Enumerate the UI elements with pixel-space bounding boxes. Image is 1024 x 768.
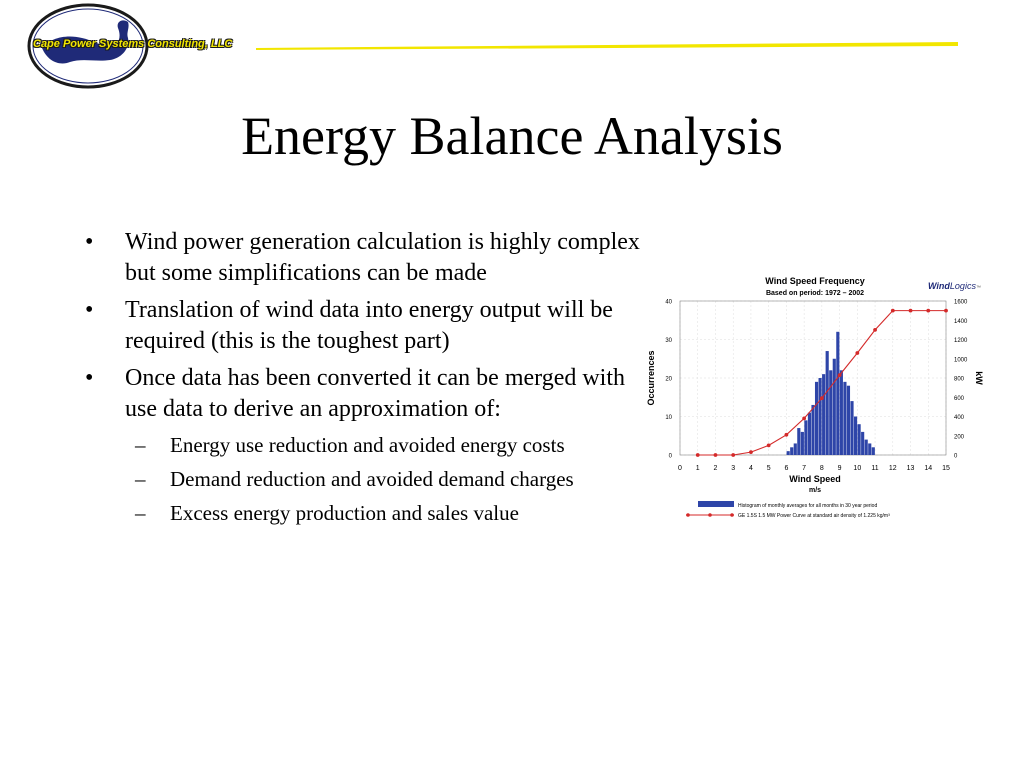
histogram-bar <box>811 405 814 455</box>
histogram-bar <box>868 443 871 455</box>
legend-curve-point <box>708 513 712 517</box>
x-tick-label: 8 <box>819 465 824 472</box>
histogram-bar <box>861 432 864 455</box>
histogram-bar <box>787 451 790 455</box>
wind-speed-chart <box>640 270 1000 530</box>
bullet-text: Once data has been converted it can be merged with use data to derive an approximation of: <box>125 365 626 422</box>
sub-bullet-text: Energy use reduction and avoided energy costs <box>170 433 565 457</box>
x-tick-label: 6 <box>784 465 789 472</box>
power-curve-point <box>714 453 718 457</box>
histogram-bar <box>850 401 853 455</box>
power-curve-point <box>749 450 753 454</box>
histogram-bar <box>797 428 800 455</box>
bullet-text: Translation of wind data into energy output will be required (this is the toughest part) <box>125 297 613 354</box>
y2-tick-label: 0 <box>954 453 958 460</box>
histogram-bar <box>815 382 818 455</box>
x-tick-label: 2 <box>713 465 718 472</box>
power-curve-point <box>802 417 806 421</box>
histogram-bar <box>819 378 822 455</box>
histogram-bar <box>840 370 843 455</box>
bullet-mark: • <box>85 365 94 391</box>
histogram-bar <box>865 440 868 455</box>
power-curve-point <box>731 453 735 457</box>
power-curve-point <box>891 309 895 313</box>
histogram-bar <box>833 359 836 455</box>
histogram-bar <box>822 374 825 455</box>
chart-brand-mark: ™ <box>975 285 981 291</box>
legend-curve-point <box>730 513 734 517</box>
y-tick-label: 0 <box>668 453 672 460</box>
chart-title: Wind Speed Frequency <box>765 276 865 286</box>
histogram-bar <box>794 443 797 455</box>
histogram-bar <box>847 386 850 455</box>
x-tick-label: 11 <box>871 465 879 472</box>
bullet-item <box>85 363 645 527</box>
bullet-item <box>85 295 645 357</box>
histogram-bar <box>858 424 861 455</box>
sub-bullet-list <box>125 431 645 527</box>
x-tick-label: 7 <box>802 465 807 472</box>
sub-bullet-text: Excess energy production and sales value <box>170 501 519 525</box>
y2-tick-label: 200 <box>954 434 965 441</box>
company-name: Cape Power Systems Consulting, LLC <box>33 38 233 50</box>
y-tick-label: 20 <box>665 376 672 383</box>
legend-curve-label: GE 1.5S 1.5 MW Power Curve at standard air density of 1.225 kg/m³ <box>738 513 890 519</box>
y2-axis-ticks <box>954 300 968 460</box>
power-curve-point <box>909 309 913 313</box>
slide-title: Energy Balance Analysis <box>241 106 783 166</box>
sub-bullet-mark: – <box>135 433 146 457</box>
power-curve-point <box>926 309 930 313</box>
y-tick-label: 30 <box>665 338 672 344</box>
x-axis-label: Wind Speed <box>789 474 841 484</box>
x-tick-label: 3 <box>731 465 736 472</box>
power-curve-point <box>873 328 877 332</box>
histogram-bar <box>790 447 793 455</box>
x-tick-label: 14 <box>924 465 933 472</box>
x-tick-label: 5 <box>766 465 771 472</box>
sub-bullet-text: Demand reduction and avoided demand charges <box>170 467 574 491</box>
y2-tick-label: 1200 <box>954 338 968 344</box>
histogram-bar <box>804 420 807 455</box>
x-axis-ticks <box>678 465 950 472</box>
histogram-bar <box>826 351 829 455</box>
sub-bullet-mark: – <box>135 501 146 525</box>
chart-subtitle: Based on period: 1972 – 2002 <box>765 290 865 297</box>
y2-tick-label: 1400 <box>954 318 968 325</box>
power-curve-point <box>785 433 789 437</box>
y2-tick-label: 400 <box>954 415 965 421</box>
x-axis-unit: m/s <box>808 487 822 494</box>
legend-histogram-label: Histogram of monthly averages for all months in 30 year period <box>738 503 878 509</box>
y-tick-label: 40 <box>665 299 672 306</box>
power-curve-point <box>696 453 700 457</box>
power-curve-point <box>838 373 842 377</box>
x-tick-label: 9 <box>837 465 842 472</box>
bullet-item <box>85 227 645 289</box>
power-curve-point <box>944 309 948 313</box>
histogram-bar <box>843 382 846 455</box>
y2-tick-label: 1000 <box>954 357 968 364</box>
x-tick-label: 1 <box>695 465 700 472</box>
chart-brand <box>928 281 981 291</box>
power-curve-point <box>767 443 771 447</box>
chart-legend <box>686 501 890 519</box>
power-curve-point <box>820 396 824 400</box>
histogram-bar <box>836 332 839 455</box>
y2-tick-label: 600 <box>954 395 965 402</box>
histogram-bar <box>872 447 875 455</box>
bullet-mark: • <box>85 229 94 255</box>
x-tick-label: 4 <box>748 465 753 472</box>
x-tick-label: 10 <box>853 465 862 472</box>
sub-bullet-item <box>135 499 625 527</box>
x-tick-label: 12 <box>888 465 897 472</box>
histogram-bar <box>808 413 811 455</box>
y2-tick-label: 800 <box>954 376 965 383</box>
legend-histogram-swatch <box>698 501 734 507</box>
histogram-bar <box>829 370 832 455</box>
x-tick-label: 13 <box>906 465 915 472</box>
y2-axis-label: kW <box>974 371 984 385</box>
chart-brand-italic: Logics <box>949 281 976 291</box>
histogram-bar <box>854 417 857 456</box>
bullet-list <box>85 227 645 533</box>
bullet-mark: • <box>85 297 94 323</box>
header-rule <box>256 40 958 50</box>
histogram-bar <box>801 432 804 455</box>
chart-brand-bold: Wind <box>928 281 950 291</box>
bullet-text: Wind power generation calculation is highly complex but some simplifications can be made <box>125 229 640 286</box>
sub-bullet-item <box>135 431 625 459</box>
y2-tick-label: 1600 <box>954 299 968 306</box>
legend-curve-point <box>686 513 690 517</box>
sub-bullet-item <box>135 465 625 493</box>
x-tick-label: 0 <box>678 465 682 472</box>
histogram-bars <box>787 332 875 455</box>
y-axis-label: Occurrences <box>646 350 656 406</box>
power-curve-point <box>855 351 859 355</box>
y-tick-label: 10 <box>665 415 672 421</box>
y-axis-ticks <box>665 300 672 460</box>
sub-bullet-mark: – <box>135 467 146 491</box>
x-tick-label: 15 <box>942 465 950 472</box>
